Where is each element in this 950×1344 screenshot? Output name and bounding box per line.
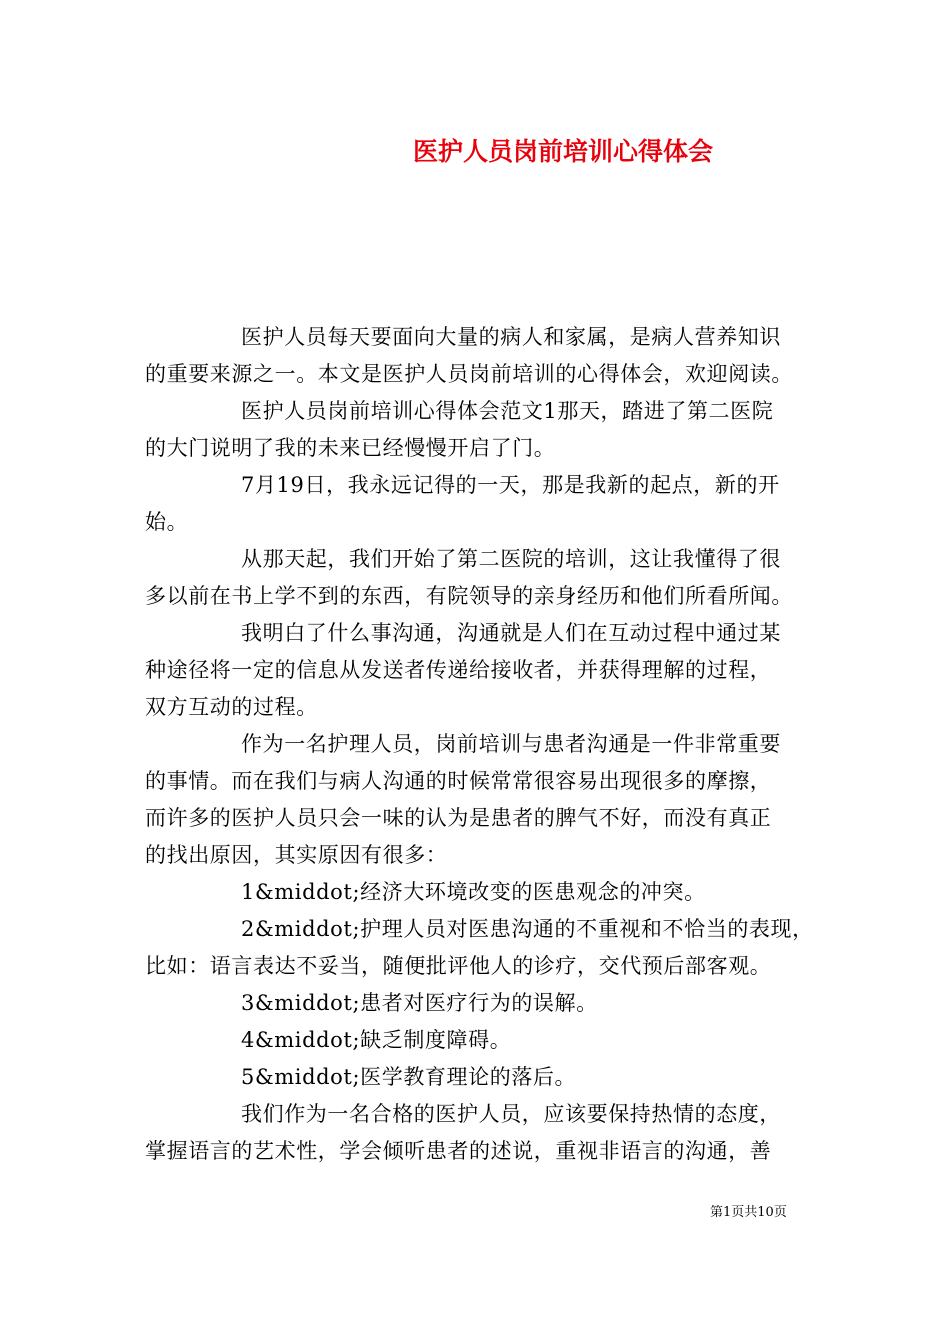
text-line: 我们作为一名合格的医护人员，应该要保持热情的态度，	[241, 1102, 781, 1126]
paragraph	[145, 393, 845, 467]
paragraph	[145, 1096, 845, 1170]
text-line: 的大门说明了我的未来已经慢慢开启了门。	[145, 436, 556, 460]
text-line: 我明白了什么事沟通，沟通就是人们在互动过程中通过某	[241, 621, 781, 645]
text-line: 多以前在书上学不到的东西，有院领导的亲身经历和他们所看所闻。	[145, 584, 793, 608]
text-line: 2&middot;护理人员对医患沟通的不重视和不恰当的表现，	[241, 917, 814, 941]
text-line: 作为一名护理人员，岗前培训与患者沟通是一件非常重要	[241, 732, 781, 756]
paragraph	[145, 541, 845, 615]
page-number: 第1页共10页	[710, 1205, 787, 1220]
paragraph	[145, 615, 845, 726]
list-item	[145, 911, 845, 985]
list-item	[145, 1059, 845, 1096]
text-line: 医护人员每天要面向大量的病人和家属，是病人营养知识	[241, 325, 781, 349]
text-line: 医护人员岗前培训心得体会范文1那天，踏进了第二医院	[241, 399, 774, 423]
text-line: 的重要来源之一。本文是医护人员岗前培训的心得体会，欢迎阅读。	[145, 362, 793, 386]
text-line: 始。	[145, 510, 189, 534]
text-line: 的事情。而在我们与病人沟通的时候常常很容易出现很多的摩擦，	[145, 769, 772, 793]
text-line: 而许多的医护人员只会一味的认为是患者的脾气不好，而没有真正	[145, 806, 772, 830]
paragraph	[145, 726, 845, 874]
paragraph-intro	[145, 319, 845, 393]
text-line: 掌握语言的艺术性，学会倾听患者的述说，重视非语言的沟通，善	[145, 1139, 772, 1163]
text-line: 7月19日，我永远记得的一天，那是我新的起点，新的开	[241, 473, 780, 497]
list-item	[145, 1022, 845, 1059]
page-title: 医护人员岗前培训心得体会	[413, 137, 714, 166]
body-text	[145, 319, 845, 1170]
list-item	[145, 985, 845, 1022]
text-line: 的找出原因，其实原因有很多：	[145, 843, 448, 867]
text-line: 种途径将一定的信息从发送者传递给接收者，并获得理解的过程，	[145, 658, 772, 682]
text-line: 3&middot;患者对医疗行为的误解。	[241, 991, 598, 1015]
text-line: 从那天起，我们开始了第二医院的培训，这让我懂得了很	[241, 547, 781, 571]
text-line: 4&middot;缺乏制度障碍。	[241, 1028, 512, 1052]
text-line: 双方互动的过程。	[145, 695, 318, 719]
text-line: 比如：语言表达不妥当，随便批评他人的诊疗，交代预后部客观。	[145, 954, 772, 978]
text-line: 1&middot;经济大环境改变的医患观念的冲突。	[241, 880, 706, 904]
list-item	[145, 874, 845, 911]
text-line: 5&middot;医学教育理论的落后。	[241, 1065, 577, 1089]
paragraph	[145, 467, 845, 541]
